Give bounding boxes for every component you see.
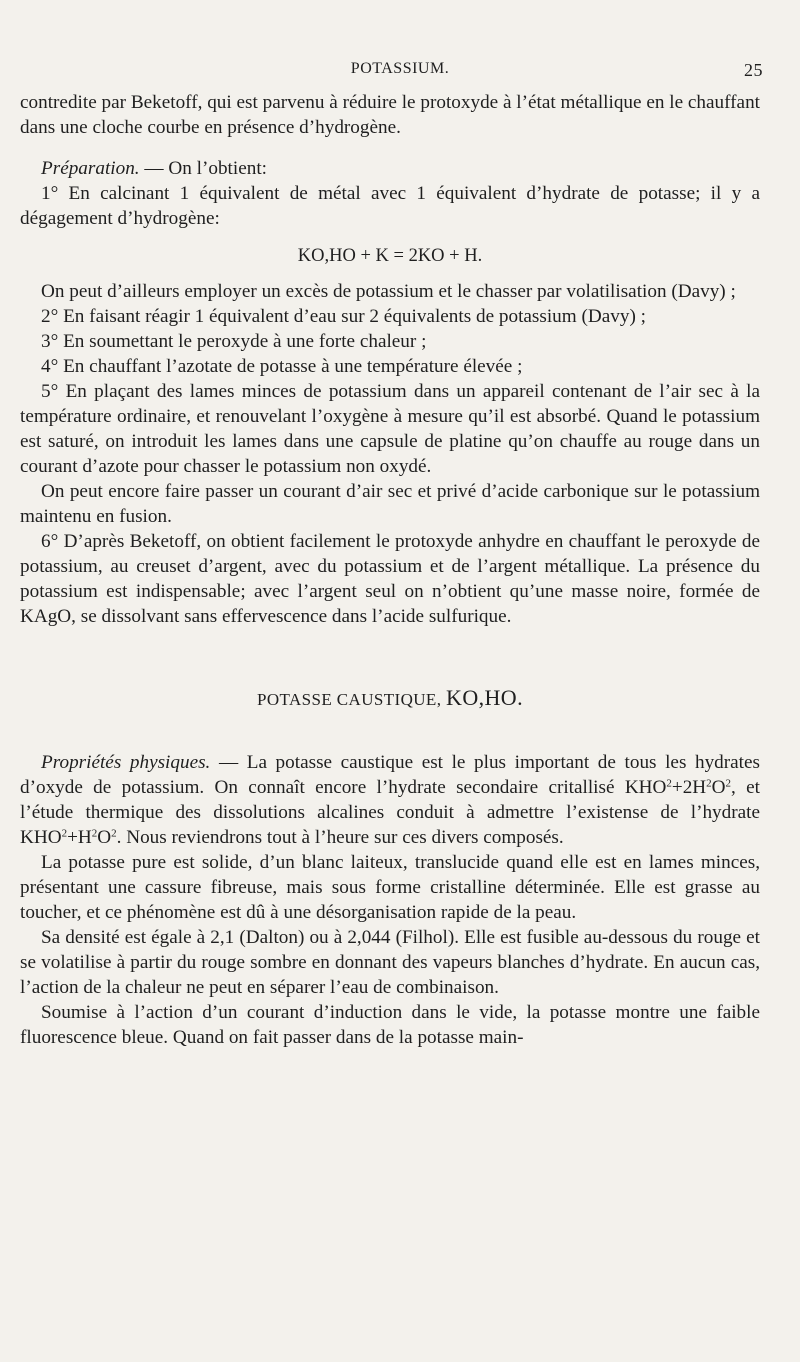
superscript: 2 (725, 777, 732, 790)
text-run: O (97, 827, 112, 848)
physical-properties-label: Propriétés physiques. (41, 752, 211, 773)
superscript: 2 (706, 777, 712, 790)
preparation-item-5: 5° En plaçant des lames minces de potassium dans un appareil contenant de l’air sec à la température ordinaire, et renouvelant l’oxygène à mesure qu’il est absorbé. Quand le potassium est saturé, on introduit les lames dans une capsule de platine qu’on chauffe au rouge dans un courant d’azote pour chasser le potassium non oxydé. (20, 381, 760, 477)
preparation-label: Préparation. (41, 158, 140, 179)
text-run: — La potasse caustique est le plus important de tous les hydrates d’oxyde de potassium. On connaît encore l’hydrate secondaire critallisé KHO (20, 752, 761, 798)
page-body (20, 90, 760, 1050)
text-run: O (711, 777, 726, 798)
paragraph-excess: On peut d’ailleurs employer un excès de potassium et le chasser par volatilisation (Davy) ; (41, 281, 736, 302)
superscript: 2 (111, 827, 117, 840)
superscript: 2 (61, 827, 68, 840)
text-run: , et l’étude thermique des dissolutions alcalines conduit à admettre l’existense de l’hydrate KHO (20, 777, 760, 848)
preparation-heading (20, 156, 760, 181)
text-run: +2H (671, 777, 707, 798)
reaction-formula: KO,HO + K = 2KO + H. (297, 246, 483, 266)
text-run: +H (67, 827, 92, 848)
running-header (0, 60, 800, 84)
paragraph-continuation: contredite par Beketoff, qui est parvenu à réduire le protoxyde à l’état métallique en le chauffant dans une cloche courbe en présence d’hydrogène. (20, 92, 760, 138)
section-title: POTASSE CAUSTIQUE, (257, 690, 447, 709)
text-run: . Nous reviendrons tout à l’heure sur ces divers composés. (116, 827, 564, 848)
preparation-intro: — On l’obtient: (139, 158, 267, 179)
preparation-item-2: 2° En faisant réagir 1 équivalent d’eau sur 2 équivalents de potassium (Davy) ; (41, 306, 646, 327)
paragraph-appearance: La potasse pure est solide, d’un blanc laiteux, translucide quand elle est en lames minces, présentant une cassure fibreuse, mais sous forme cristalline déterminée. Elle est grasse au toucher, et ce phénomène est dû à une désorganisation rapide de la peau. (20, 852, 760, 923)
preparation-item-3: 3° En soumettant le peroxyde à une forte chaleur ; (41, 331, 427, 352)
superscript: 2 (91, 827, 98, 840)
page-number: 25 (744, 60, 763, 80)
paragraph-air: On peut encore faire passer un courant d’air sec et privé d’acide carbonique sur le potassium maintenu en fusion. (20, 481, 760, 527)
section-formula: KO,HO. (446, 685, 523, 710)
preparation-item-6: 6° D’après Beketoff, on obtient facilement le protoxyde anhydre en chauffant le peroxyde de potassium, au creuset d’argent, avec du potassium et de l’argent métallique. La présence du potassium est indispensable; avec l’argent seul on n’obtient qu’une masse noire, formée de KAgO, se dissolvant sans effervescence dans l’acide sulfurique. (20, 531, 760, 627)
paragraph-density: Sa densité est égale à 2,1 (Dalton) ou à 2,044 (Filhol). Elle est fusible au-dessous du rouge et se volatilise à partir du rouge sombre en donnant des vapeurs blanches d’hydrate. En aucun cas, l’action de la chaleur ne peut en séparer l’eau de combinaison. (20, 927, 760, 998)
preparation-item-4: 4° En chauffant l’azotate de potasse à une température élevée ; (41, 356, 523, 377)
superscript: 2 (666, 777, 672, 790)
physical-properties-paragraph (20, 750, 760, 850)
running-title: POTASSIUM. (350, 60, 450, 77)
paragraph-fluorescence: Soumise à l’action d’un courant d’induction dans le vide, la potasse montre une faible fluorescence bleue. Quand on fait passer dans de la potasse main- (20, 1002, 760, 1048)
section-heading (20, 685, 760, 712)
preparation-item-1: 1° En calcinant 1 équivalent de métal avec 1 équivalent d’hydrate de potasse; il y a dégagement d’hydrogène: (20, 183, 760, 229)
